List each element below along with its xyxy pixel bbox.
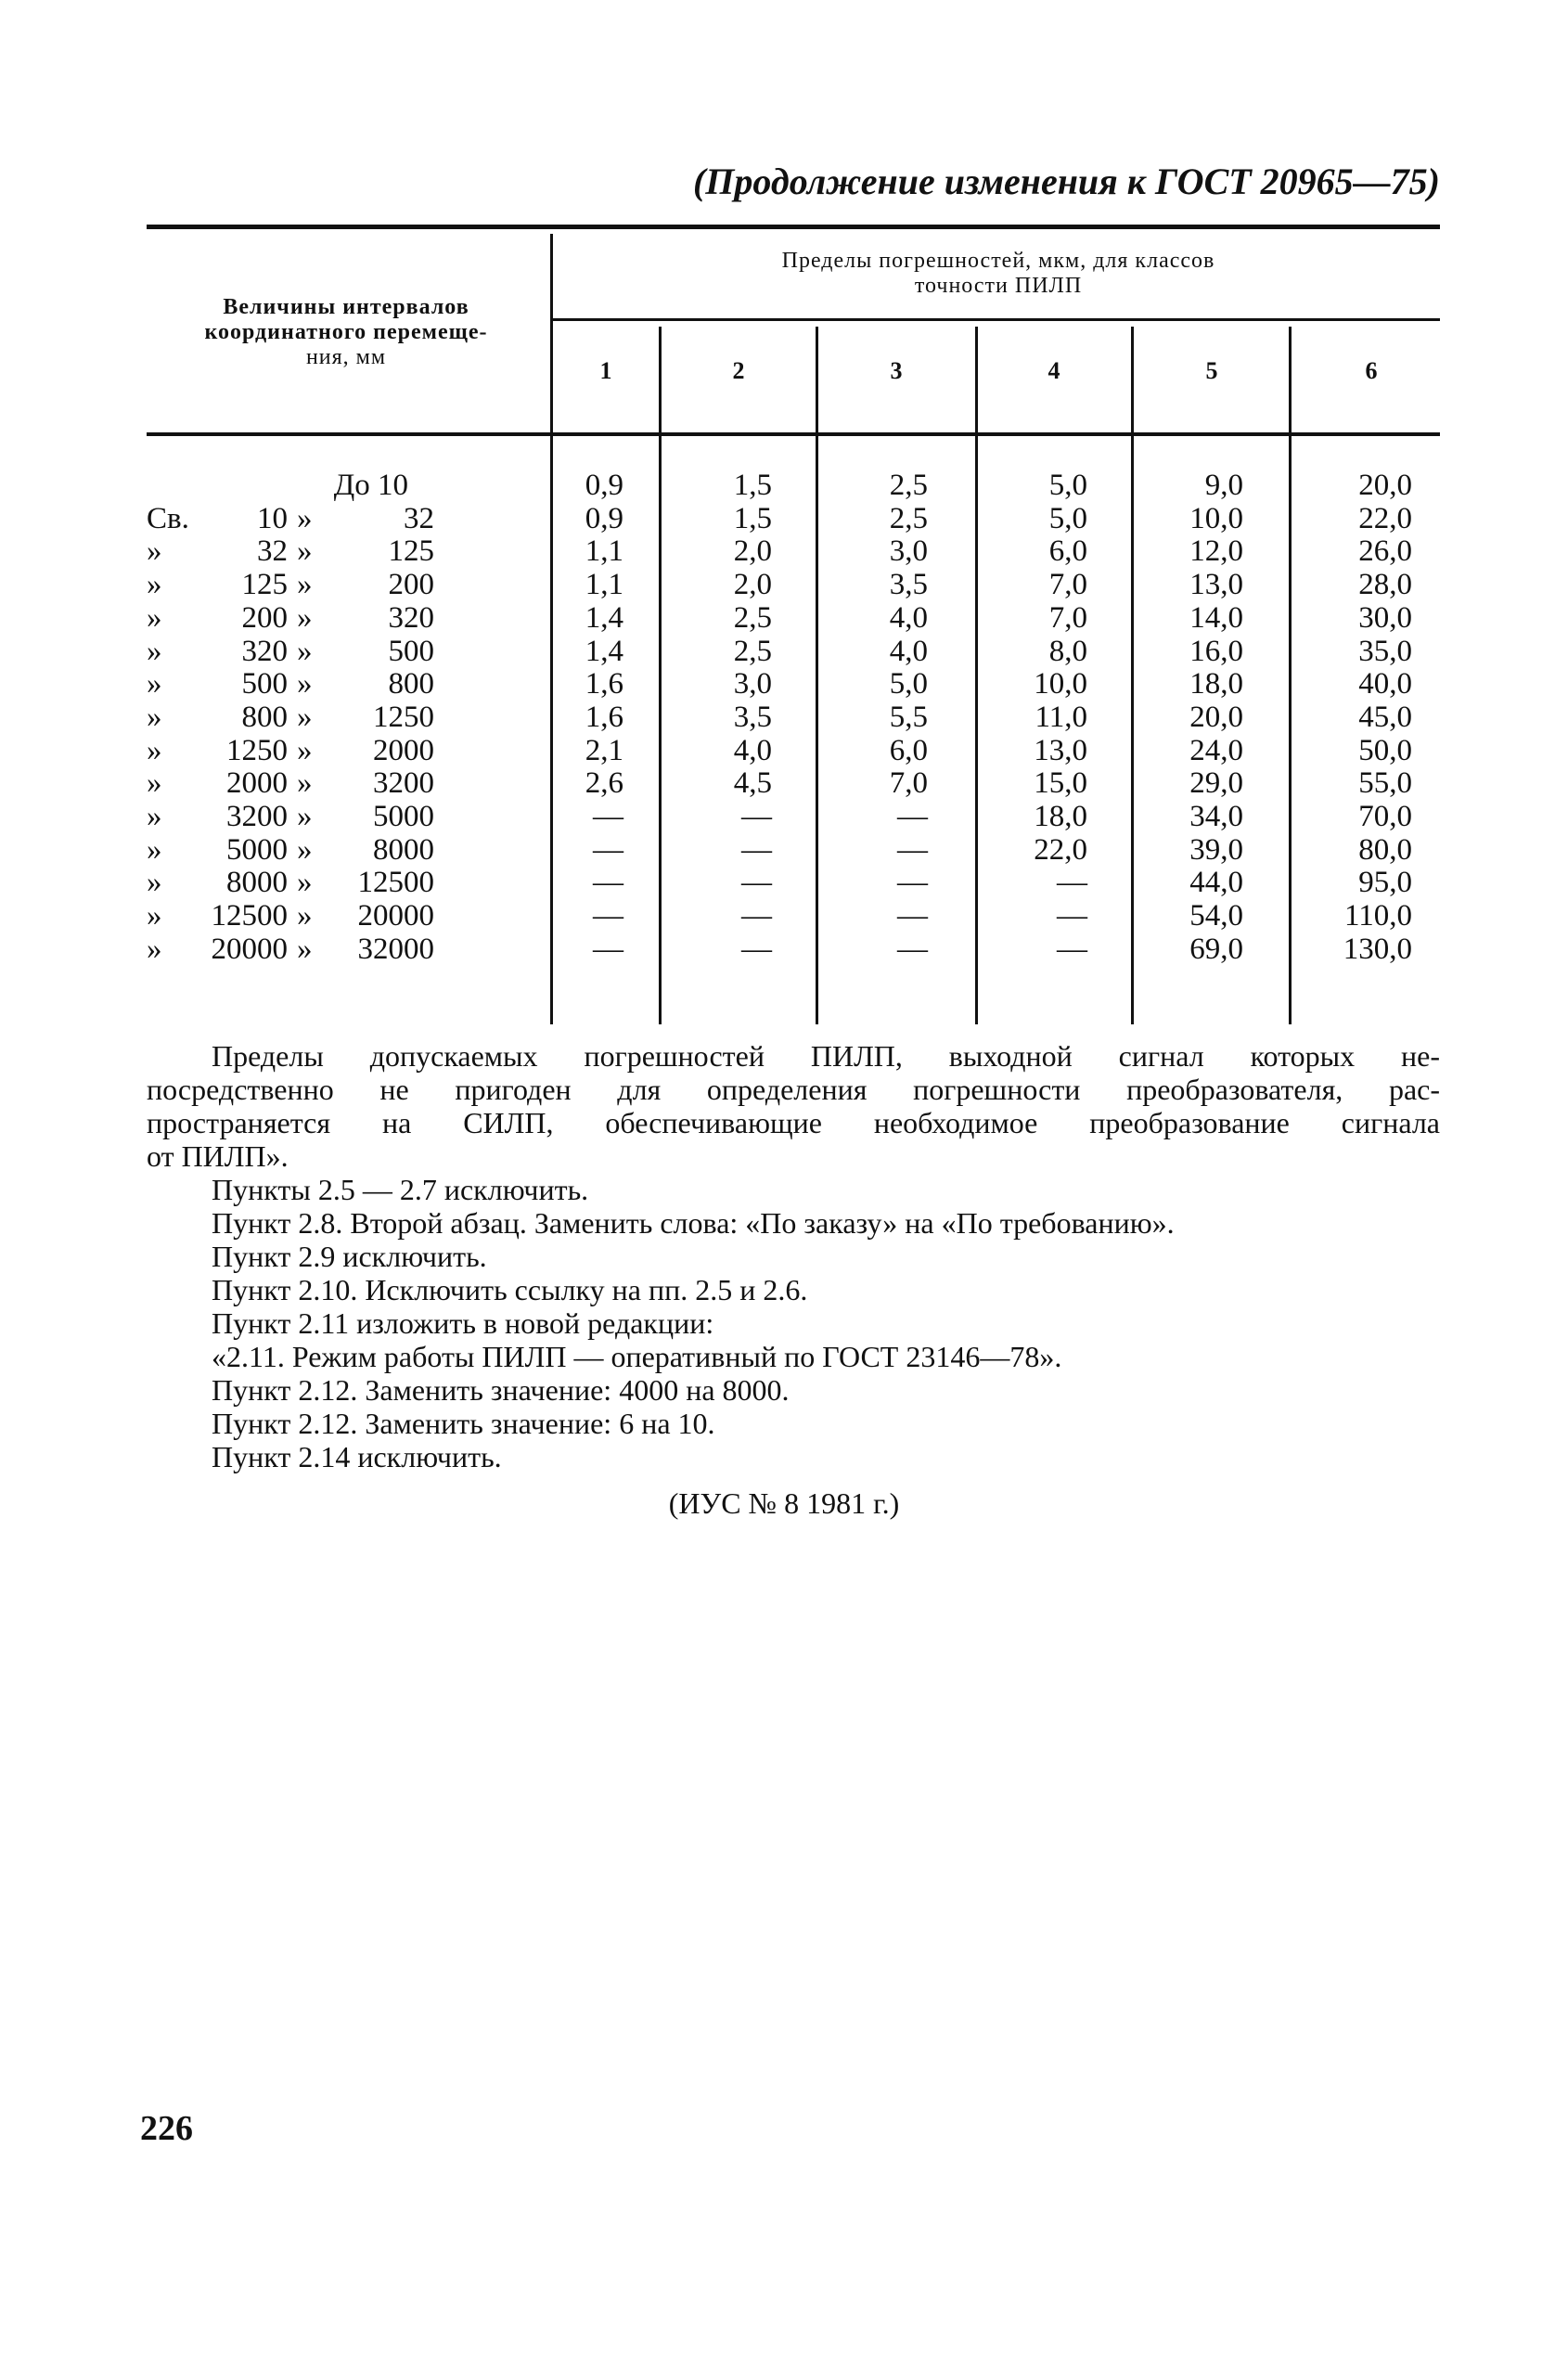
- header-line: точности ПИЛП: [914, 274, 1083, 298]
- class-number: 1: [599, 357, 612, 384]
- error-limit-cell: 3,0: [733, 667, 772, 701]
- error-limit-cell: —: [897, 800, 928, 833]
- header-line: Пределы погрешностей, мкм, для классов: [781, 249, 1215, 273]
- error-limit-cell: 18,0: [1189, 667, 1243, 701]
- error-limit-cell: 4,0: [889, 600, 928, 635]
- class-number: 4: [1047, 357, 1060, 384]
- interval-from: 5000: [226, 832, 288, 867]
- text-line: от ПИЛП».: [147, 1139, 289, 1173]
- error-limit-cell: 10,0: [1189, 501, 1243, 535]
- table-header-bottom-rule: [147, 432, 1440, 436]
- interval-from: 125: [241, 568, 288, 602]
- interval-prefix: »: [147, 766, 162, 801]
- error-limit-cell: 6,0: [889, 733, 928, 767]
- header-line: Величины интервалов: [223, 295, 469, 319]
- error-limit-cell: 12,0: [1189, 534, 1243, 569]
- error-limit-cell: 2,5: [889, 469, 928, 502]
- interval-prefix: »: [147, 832, 162, 867]
- error-limit-cell: —: [741, 832, 772, 867]
- error-limit-cell: 20,0: [1189, 700, 1243, 734]
- table-row: [0, 502, 1568, 535]
- error-limit-cell: 44,0: [1189, 866, 1243, 900]
- running-header: (Продолжение изменения к ГОСТ 20965—75): [692, 161, 1440, 202]
- error-limit-cell: 1,5: [733, 469, 772, 502]
- error-limit-cell: —: [1057, 866, 1087, 900]
- ditto-mark: »: [297, 899, 313, 933]
- error-limits-group-header: [557, 249, 1440, 299]
- error-limit-cell: 80,0: [1358, 832, 1412, 867]
- error-limit-cell: —: [593, 932, 623, 966]
- ditto-mark: »: [297, 766, 313, 801]
- error-limit-cell: 2,5: [733, 634, 772, 668]
- table-row: [0, 601, 1568, 635]
- interval-prefix: »: [147, 600, 162, 635]
- error-limit-cell: 1,6: [585, 667, 623, 701]
- table-row: [0, 766, 1568, 800]
- error-limit-cell: 7,0: [1048, 600, 1087, 635]
- interval-to: 32: [404, 501, 434, 535]
- error-limit-cell: 40,0: [1358, 667, 1412, 701]
- header-line: ния, мм: [305, 345, 387, 369]
- class-number: 6: [1365, 357, 1378, 384]
- interval-prefix: »: [147, 667, 162, 701]
- error-limit-cell: 1,4: [585, 600, 623, 635]
- interval-to: 32000: [357, 932, 434, 966]
- error-limit-cell: —: [741, 932, 772, 966]
- error-limit-cell: 30,0: [1358, 600, 1412, 635]
- error-limit-cell: 0,9: [585, 501, 623, 535]
- error-limit-cell: —: [593, 832, 623, 867]
- error-limit-cell: 15,0: [1034, 766, 1087, 801]
- interval-to: 20000: [357, 899, 434, 933]
- error-limit-cell: 2,1: [585, 733, 623, 767]
- error-limit-cell: 14,0: [1189, 600, 1243, 635]
- table-top-rule: [147, 225, 1440, 229]
- error-limit-cell: —: [593, 866, 623, 900]
- error-limit-cell: 2,6: [585, 766, 623, 801]
- error-limit-cell: 5,0: [1048, 501, 1087, 535]
- ditto-mark: »: [297, 600, 313, 635]
- interval-prefix: »: [147, 634, 162, 668]
- interval-to: 800: [388, 667, 434, 701]
- interval-to: 500: [388, 634, 434, 668]
- source-reference: (ИУС № 8 1981 г.): [668, 1486, 900, 1520]
- error-limit-cell: 3,5: [889, 568, 928, 602]
- error-limit-cell: —: [593, 899, 623, 933]
- error-limit-cell: 55,0: [1358, 766, 1412, 801]
- error-limit-cell: 110,0: [1343, 899, 1412, 933]
- error-limit-cell: —: [741, 899, 772, 933]
- error-limit-cell: 69,0: [1189, 932, 1243, 966]
- error-limit-cell: 2,0: [733, 568, 772, 602]
- error-limit-cell: 5,0: [889, 667, 928, 701]
- error-limit-cell: 70,0: [1358, 800, 1412, 833]
- interval-prefix: »: [147, 899, 162, 933]
- error-limit-cell: 5,0: [1048, 469, 1087, 502]
- class-number: 3: [890, 357, 903, 384]
- interval-to: 1250: [373, 700, 434, 734]
- error-limit-cell: 5,5: [889, 700, 928, 734]
- interval-from: 320: [241, 634, 288, 668]
- interval-to: 5000: [373, 800, 434, 833]
- interval-prefix: »: [147, 534, 162, 569]
- table-row: [0, 833, 1568, 867]
- error-limit-cell: 6,0: [1048, 534, 1087, 569]
- interval-from: 1250: [226, 733, 288, 767]
- interval-column-header: [147, 295, 546, 370]
- error-limit-cell: 95,0: [1358, 866, 1412, 900]
- table-row: [0, 701, 1568, 734]
- error-limit-cell: —: [897, 899, 928, 933]
- error-limit-cell: 1,5: [733, 501, 772, 535]
- header-line: координатного перемеще-: [204, 320, 488, 344]
- table-row: [0, 635, 1568, 668]
- error-limit-cell: 50,0: [1358, 733, 1412, 767]
- ditto-mark: »: [297, 800, 313, 833]
- amendment-item: Пункт 2.12. Заменить значение: 4000 на 8000.: [212, 1373, 790, 1407]
- ditto-mark: »: [297, 932, 313, 966]
- text-line: Пределы допускаемых погрешностей ПИЛП, выходной сигнал которых не-: [212, 1039, 1440, 1073]
- error-limit-cell: 2,5: [733, 600, 772, 635]
- error-limit-cell: 11,0: [1035, 700, 1087, 734]
- amendment-item: Пункт 2.10. Исключить ссылку на пп. 2.5 и 2.6.: [212, 1273, 808, 1306]
- body-text: [147, 1039, 1440, 1473]
- error-limit-cell: 39,0: [1189, 832, 1243, 867]
- error-limit-cell: —: [741, 866, 772, 900]
- error-limit-cell: 4,0: [733, 733, 772, 767]
- error-limit-cell: 20,0: [1358, 469, 1412, 502]
- error-limit-cell: 7,0: [1048, 568, 1087, 602]
- ditto-mark: »: [297, 700, 313, 734]
- error-limit-cell: 0,9: [585, 469, 623, 502]
- error-limit-cell: 29,0: [1189, 766, 1243, 801]
- amendment-item: «2.11. Режим работы ПИЛП — оперативный по ГОСТ 23146—78».: [212, 1340, 1062, 1373]
- interval-from: 8000: [226, 866, 288, 900]
- interval-from: 32: [257, 534, 288, 569]
- error-limit-cell: 130,0: [1343, 932, 1412, 966]
- amendment-item: Пункт 2.12. Заменить значение: 6 на 10.: [212, 1407, 715, 1440]
- ditto-mark: »: [297, 866, 313, 900]
- class-number: 5: [1205, 357, 1218, 384]
- error-limit-cell: 26,0: [1358, 534, 1412, 569]
- interval-to: 200: [388, 568, 434, 602]
- ditto-mark: »: [297, 501, 313, 535]
- error-limit-cell: —: [1057, 932, 1087, 966]
- interval-from: 20000: [211, 932, 288, 966]
- error-limit-cell: 9,0: [1204, 469, 1243, 502]
- text-line: посредственно не пригоден для определения погрешности преобразователя, рас-: [147, 1073, 1440, 1106]
- amendment-item: Пункты 2.5 — 2.7 исключить.: [212, 1173, 589, 1206]
- error-limit-cell: 2,5: [889, 501, 928, 535]
- error-limit-cell: 13,0: [1189, 568, 1243, 602]
- amendment-item: Пункт 2.11 изложить в новой редакции:: [212, 1306, 714, 1340]
- error-limit-cell: —: [741, 800, 772, 833]
- amendment-item: Пункт 2.8. Второй абзац. Заменить слова: «По заказу» на «По требованию».: [212, 1206, 1175, 1240]
- ditto-mark: »: [297, 733, 313, 767]
- table-row: [0, 734, 1568, 767]
- interval-from: 12500: [211, 899, 288, 933]
- error-limit-cell: 54,0: [1189, 899, 1243, 933]
- ditto-mark: »: [297, 832, 313, 867]
- amendment-item: Пункт 2.14 исключить.: [212, 1440, 502, 1473]
- interval-prefix: »: [147, 866, 162, 900]
- class-number: 2: [732, 357, 745, 384]
- interval-from: 2000: [226, 766, 288, 801]
- interval-from: 800: [241, 700, 288, 734]
- table-row: [0, 469, 1568, 502]
- ditto-mark: »: [297, 634, 313, 668]
- ditto-mark: »: [297, 667, 313, 701]
- table-row: [0, 667, 1568, 701]
- error-limit-cell: —: [897, 932, 928, 966]
- error-limit-cell: 10,0: [1034, 667, 1087, 701]
- error-limit-cell: —: [897, 832, 928, 867]
- interval-prefix: »: [147, 700, 162, 734]
- error-limit-cell: 1,1: [585, 568, 623, 602]
- error-limit-cell: 2,0: [733, 534, 772, 569]
- error-limit-cell: 35,0: [1358, 634, 1412, 668]
- table-row: [0, 866, 1568, 899]
- error-limit-cell: 16,0: [1189, 634, 1243, 668]
- interval-prefix: »: [147, 800, 162, 833]
- interval-label: До 10: [333, 469, 408, 502]
- text-line: пространяется на СИЛП, обеспечивающие необходимое преобразование сигнала: [147, 1106, 1440, 1139]
- interval-from: 500: [241, 667, 288, 701]
- error-limit-cell: 1,4: [585, 634, 623, 668]
- error-limit-cell: 3,5: [733, 700, 772, 734]
- table-row: [0, 534, 1568, 568]
- interval-from: 200: [241, 600, 288, 635]
- interval-prefix: »: [147, 733, 162, 767]
- interval-to: 12500: [357, 866, 434, 900]
- interval-prefix: »: [147, 568, 162, 602]
- interval-to: 320: [388, 600, 434, 635]
- error-limit-cell: 13,0: [1034, 733, 1087, 767]
- error-limit-cell: 7,0: [889, 766, 928, 801]
- interval-to: 2000: [373, 733, 434, 767]
- interval-to: 125: [388, 534, 434, 569]
- interval-from: 10: [257, 501, 288, 535]
- error-limit-cell: 1,1: [585, 534, 623, 569]
- error-limit-cell: 22,0: [1358, 501, 1412, 535]
- error-limit-cell: 4,0: [889, 634, 928, 668]
- error-limit-cell: 4,5: [733, 766, 772, 801]
- interval-to: 3200: [373, 766, 434, 801]
- table-row: [0, 933, 1568, 966]
- error-limit-cell: 3,0: [889, 534, 928, 569]
- error-limit-cell: —: [897, 866, 928, 900]
- table-subheader-rule: [553, 318, 1440, 321]
- ditto-mark: »: [297, 568, 313, 602]
- error-limit-cell: —: [593, 800, 623, 833]
- error-limit-cell: 1,6: [585, 700, 623, 734]
- ditto-mark: »: [297, 534, 313, 569]
- table-row: [0, 568, 1568, 601]
- error-limit-cell: —: [1057, 899, 1087, 933]
- error-limit-cell: 22,0: [1034, 832, 1087, 867]
- error-limit-cell: 24,0: [1189, 733, 1243, 767]
- interval-prefix: »: [147, 932, 162, 966]
- error-limit-cell: 8,0: [1048, 634, 1087, 668]
- interval-prefix: Св.: [147, 501, 189, 535]
- amendment-item: Пункт 2.9 исключить.: [212, 1240, 487, 1273]
- error-limit-cell: 28,0: [1358, 568, 1412, 602]
- error-limit-cell: 45,0: [1358, 700, 1412, 734]
- table-row: [0, 800, 1568, 833]
- table-row: [0, 899, 1568, 933]
- interval-from: 3200: [226, 800, 288, 833]
- interval-to: 8000: [373, 832, 434, 867]
- page-number: 226: [140, 2109, 193, 2148]
- error-limit-cell: 34,0: [1189, 800, 1243, 833]
- error-limit-cell: 18,0: [1034, 800, 1087, 833]
